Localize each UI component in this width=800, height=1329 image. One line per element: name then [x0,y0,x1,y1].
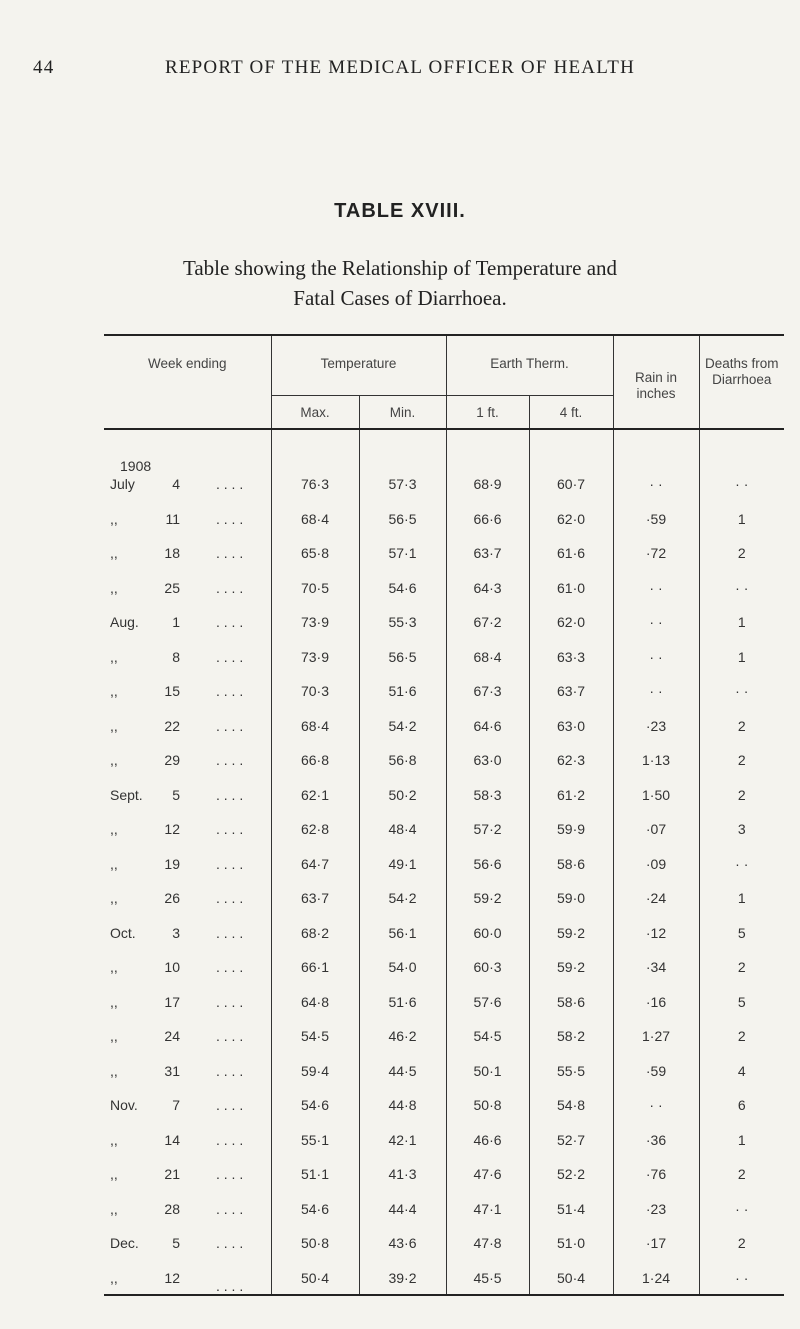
cell-1ft: 60·3 [446,941,529,976]
cell-1ft: 68·9 [446,429,529,492]
cell-week [104,1113,271,1148]
cell-max: 59·4 [271,1044,359,1079]
cell-max: 65·8 [271,527,359,562]
cell-1ft: 60·0 [446,906,529,941]
cell-min: 46·2 [359,1010,446,1045]
cell-min: 56·5 [359,630,446,665]
cell-week [104,803,271,838]
leader-dots: . . . . [216,510,244,527]
cell-min: 49·1 [359,837,446,872]
cell-day: 12 [164,1269,180,1286]
cell-4ft: 61·6 [529,527,613,562]
cell-rain: ·36 [613,1113,699,1148]
table-row [104,561,784,596]
cell-max: 64·8 [271,975,359,1010]
leader-dots: . . . . [216,1166,244,1182]
leader-dots: . . . . [216,786,244,803]
header-week-ending: Week ending [104,335,271,429]
cell-month: ,, [110,1166,118,1182]
cell-min: 54·2 [359,872,446,907]
cell-rain: ·16 [613,975,699,1010]
cell-deaths: 5 [699,975,784,1010]
cell-month: July [110,476,135,492]
table-caption [0,253,800,313]
cell-1ft: 45·5 [446,1251,529,1295]
cell-month: ,, [110,717,118,734]
leader-dots: . . . . [216,752,244,768]
cell-min: 55·3 [359,596,446,631]
header-min: Min. [359,396,446,430]
cell-min: 51·6 [359,665,446,700]
cell-4ft: 51·0 [529,1217,613,1252]
cell-min: 50·2 [359,768,446,803]
cell-week [104,1044,271,1079]
cell-rain: ·72 [613,527,699,562]
table-label: TABLE XVIII. [334,200,466,222]
cell-deaths: 3 [699,803,784,838]
cell-rain: 1·24 [613,1251,699,1295]
cell-deaths: 1 [699,872,784,907]
cell-max: 68·4 [271,699,359,734]
cell-week [104,699,271,734]
cell-max: 68·2 [271,906,359,941]
leader-dots: . . . . [216,476,244,492]
leader-dots: . . . . [216,683,244,699]
cell-max: 66·8 [271,734,359,769]
cell-month: Sept. [110,786,143,803]
cell-4ft: 63·7 [529,665,613,700]
cell-week [104,492,271,527]
cell-deaths: · · [699,665,784,700]
cell-min: 44·5 [359,1044,446,1079]
table-row [104,596,784,631]
cell-month: ,, [110,545,118,561]
cell-day: 24 [164,1028,180,1044]
cell-min: 44·8 [359,1079,446,1114]
cell-min: 51·6 [359,975,446,1010]
cell-deaths: 5 [699,906,784,941]
leader-dots: . . . . [216,1235,244,1251]
cell-deaths: 1 [699,492,784,527]
leader-dots: . . . . [216,1028,244,1044]
cell-week [104,768,271,803]
cell-deaths: 2 [699,1217,784,1252]
cell-month: ,, [110,821,118,837]
cell-deaths: 2 [699,1010,784,1045]
cell-1ft: 64·3 [446,561,529,596]
cell-day: 5 [172,1235,180,1251]
cell-day: 29 [164,752,180,768]
leader-dots: . . . . [216,890,244,906]
cell-1ft: 66·6 [446,492,529,527]
running-head [0,57,800,81]
cell-week [104,1251,271,1295]
leader-dots: . . . . [216,1131,244,1148]
cell-1ft: 50·1 [446,1044,529,1079]
cell-day: 25 [164,579,180,596]
leader-dots: . . . . [216,924,244,941]
header-4ft: 4 ft. [529,396,613,430]
cell-4ft: 63·3 [529,630,613,665]
cell-week [104,734,271,769]
cell-min: 54·6 [359,561,446,596]
table-row [104,1251,784,1295]
cell-deaths: 2 [699,734,784,769]
cell-4ft: 59·0 [529,872,613,907]
cell-month: ,, [110,648,118,665]
cell-1ft: 50·8 [446,1079,529,1114]
leader-dots: . . . . [216,1277,244,1294]
cell-deaths: 4 [699,1044,784,1079]
cell-rain: ·23 [613,699,699,734]
cell-4ft: 55·5 [529,1044,613,1079]
cell-max: 70·5 [271,561,359,596]
cell-month: ,, [110,1062,118,1079]
cell-min: 54·2 [359,699,446,734]
cell-week [104,1010,271,1045]
cell-max: 54·6 [271,1079,359,1114]
caption-line-2: Fatal Cases of Diarrhoea. [293,286,507,310]
cell-max: 54·6 [271,1182,359,1217]
cell-month: ,, [110,1200,118,1217]
cell-max: 62·1 [271,768,359,803]
cell-day: 31 [164,1062,180,1079]
cell-rain: · · [613,665,699,700]
cell-1ft: 47·1 [446,1182,529,1217]
table-row [104,803,784,838]
cell-min: 44·4 [359,1182,446,1217]
cell-week [104,1217,271,1252]
cell-deaths: 1 [699,1113,784,1148]
cell-4ft: 62·3 [529,734,613,769]
cell-rain: ·12 [613,906,699,941]
cell-max: 50·4 [271,1251,359,1295]
cell-4ft: 54·8 [529,1079,613,1114]
cell-month: ,, [110,510,118,527]
cell-week [104,665,271,700]
table-row [104,837,784,872]
table-row [104,768,784,803]
cell-1ft: 63·7 [446,527,529,562]
cell-month: ,, [110,890,118,906]
table-row [104,734,784,769]
cell-month: ,, [110,579,118,596]
cell-deaths: 2 [699,699,784,734]
cell-month: ,, [110,959,118,975]
cell-deaths: 6 [699,1079,784,1114]
cell-4ft: 60·7 [529,429,613,492]
cell-deaths: 1 [699,630,784,665]
cell-1ft: 67·3 [446,665,529,700]
cell-rain: 1·50 [613,768,699,803]
cell-4ft: 61·2 [529,768,613,803]
caption-line-1: Table showing the Relationship of Temperature and [182,256,618,280]
cell-4ft: 59·2 [529,941,613,976]
leader-dots: . . . . [216,717,244,734]
table-row [104,1182,784,1217]
cell-4ft: 59·2 [529,906,613,941]
cell-min: 57·1 [359,527,446,562]
table-row [104,872,784,907]
table-row [104,1148,784,1183]
cell-rain: · · [613,596,699,631]
cell-month: Dec. [110,1235,139,1251]
table-row [104,492,784,527]
cell-day: 28 [164,1200,180,1217]
cell-month: ,, [110,683,118,699]
cell-max: 68·4 [271,492,359,527]
cell-month: Oct. [110,924,136,941]
table-row [104,906,784,941]
page-number: 44 [33,57,55,78]
table-row [104,975,784,1010]
leader-dots: . . . . [216,545,244,561]
data-table [104,334,784,1296]
cell-deaths: 2 [699,768,784,803]
cell-rain: ·59 [613,1044,699,1079]
cell-rain: ·34 [613,941,699,976]
cell-1ft: 64·6 [446,699,529,734]
cell-rain: ·76 [613,1148,699,1183]
table-row [104,1044,784,1079]
cell-max: 66·1 [271,941,359,976]
cell-4ft: 51·4 [529,1182,613,1217]
cell-max: 70·3 [271,665,359,700]
cell-week [104,1182,271,1217]
cell-4ft: 63·0 [529,699,613,734]
leader-dots: . . . . [216,993,244,1010]
cell-day: 11 [165,510,180,527]
cell-day: 12 [164,821,180,837]
cell-4ft: 62·0 [529,596,613,631]
cell-month: ,, [110,993,118,1010]
table-row [104,699,784,734]
cell-month: ,, [110,752,118,768]
cell-deaths: · · [699,561,784,596]
cell-rain: 1·27 [613,1010,699,1045]
cell-month: ,, [110,1131,118,1148]
table-row [104,1079,784,1114]
cell-rain: ·24 [613,872,699,907]
cell-max: 51·1 [271,1148,359,1183]
running-title: REPORT OF THE MEDICAL OFFICER OF HEALTH [164,57,636,78]
cell-deaths: 1 [699,596,784,631]
cell-week [104,906,271,941]
table-row [104,429,784,492]
cell-4ft: 59·9 [529,803,613,838]
cell-4ft: 52·2 [529,1148,613,1183]
cell-min: 41·3 [359,1148,446,1183]
table-row [104,1113,784,1148]
cell-week [104,1148,271,1183]
cell-4ft: 50·4 [529,1251,613,1295]
leader-dots: . . . . [216,855,244,872]
cell-day: 7 [172,1097,180,1113]
header-deaths: Deaths from Diarrhoea [699,335,784,429]
cell-month: ,, [110,855,118,872]
leader-dots: . . . . [216,614,244,630]
cell-1ft: 59·2 [446,872,529,907]
table-row [104,941,784,976]
leader-dots: . . . . [216,1200,244,1217]
cell-deaths: · · [699,1182,784,1217]
header-earth-therm: Earth Therm. [446,335,613,396]
cell-4ft: 52·7 [529,1113,613,1148]
cell-max: 73·9 [271,596,359,631]
cell-week [104,561,271,596]
cell-rain: ·07 [613,803,699,838]
cell-max: 73·9 [271,630,359,665]
cell-min: 56·5 [359,492,446,527]
cell-day: 5 [172,786,180,803]
cell-rain: · · [613,630,699,665]
cell-rain: ·59 [613,492,699,527]
cell-min: 48·4 [359,803,446,838]
cell-max: 63·7 [271,872,359,907]
cell-month: ,, [110,1028,118,1044]
cell-day: 19 [164,855,180,872]
cell-day: 26 [164,890,180,906]
cell-deaths: 2 [699,941,784,976]
cell-week [104,837,271,872]
cell-day: 22 [164,717,180,734]
leader-dots: . . . . [216,648,244,665]
leader-dots: . . . . [216,959,244,975]
cell-day: 17 [164,993,180,1010]
cell-month: Aug. [110,614,139,630]
table-row [104,630,784,665]
cell-rain: ·09 [613,837,699,872]
table-row [104,527,784,562]
cell-month: Nov. [110,1097,138,1113]
cell-1ft: 46·6 [446,1113,529,1148]
cell-day: 14 [164,1131,180,1148]
cell-1ft: 63·0 [446,734,529,769]
cell-max: 64·7 [271,837,359,872]
cell-1ft: 68·4 [446,630,529,665]
cell-deaths: 2 [699,1148,784,1183]
cell-week [104,527,271,562]
table-body [104,429,784,1295]
cell-rain: 1·13 [613,734,699,769]
cell-day: 1 [172,614,180,630]
leader-dots: . . . . [216,1097,244,1113]
cell-day: 18 [164,545,180,561]
cell-min: 56·1 [359,906,446,941]
cell-rain: · · [613,561,699,596]
leader-dots: . . . . [216,579,244,596]
cell-max: 54·5 [271,1010,359,1045]
cell-min: 56·8 [359,734,446,769]
cell-1ft: 57·6 [446,975,529,1010]
year-label: 1908 [120,458,152,474]
header-1ft: 1 ft. [446,396,529,430]
cell-min: 57·3 [359,429,446,492]
cell-day: 4 [172,476,180,492]
cell-day: 21 [164,1166,180,1182]
cell-rain: ·23 [613,1182,699,1217]
cell-month: ,, [110,1269,118,1286]
leader-dots: . . . . [216,821,244,837]
cell-rain: · · [613,429,699,492]
cell-1ft: 47·6 [446,1148,529,1183]
cell-4ft: 58·6 [529,837,613,872]
header-rain: Rain in inches [613,335,699,429]
cell-deaths: · · [699,837,784,872]
cell-rain: · · [613,1079,699,1114]
cell-1ft: 67·2 [446,596,529,631]
cell-day: 8 [172,648,180,665]
cell-4ft: 58·6 [529,975,613,1010]
cell-min: 42·1 [359,1113,446,1148]
header-temperature: Temperature [271,335,446,396]
cell-max: 62·8 [271,803,359,838]
cell-week [104,429,271,492]
cell-day: 10 [164,959,180,975]
cell-deaths: · · [699,429,784,492]
cell-week [104,872,271,907]
cell-4ft: 61·0 [529,561,613,596]
cell-week [104,596,271,631]
cell-week [104,941,271,976]
cell-week [104,1079,271,1114]
cell-max: 76·3 [271,429,359,492]
leader-dots: . . . . [216,1062,244,1079]
cell-min: 39·2 [359,1251,446,1295]
table-row [104,665,784,700]
cell-1ft: 47·8 [446,1217,529,1252]
table-row [104,1010,784,1045]
cell-min: 54·0 [359,941,446,976]
cell-week [104,630,271,665]
cell-1ft: 54·5 [446,1010,529,1045]
cell-day: 3 [172,924,180,941]
cell-day: 15 [164,683,180,699]
cell-week [104,975,271,1010]
header-max: Max. [271,396,359,430]
cell-max: 50·8 [271,1217,359,1252]
cell-max: 55·1 [271,1113,359,1148]
cell-min: 43·6 [359,1217,446,1252]
cell-4ft: 58·2 [529,1010,613,1045]
cell-deaths: · · [699,1251,784,1295]
cell-1ft: 57·2 [446,803,529,838]
cell-rain: ·17 [613,1217,699,1252]
table-row [104,1217,784,1252]
cell-4ft: 62·0 [529,492,613,527]
cell-1ft: 56·6 [446,837,529,872]
cell-1ft: 58·3 [446,768,529,803]
cell-deaths: 2 [699,527,784,562]
